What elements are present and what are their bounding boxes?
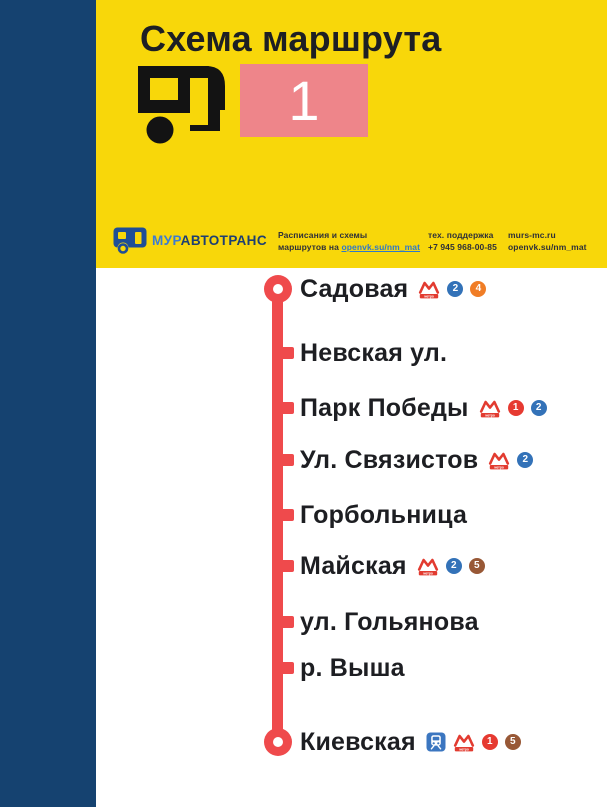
- page-title: Схема маршрута: [140, 18, 442, 59]
- stop-row: [300, 273, 486, 305]
- brand-name-accent: МУР: [152, 233, 181, 248]
- stop-tick: [281, 509, 294, 521]
- metro-icon: [479, 399, 501, 418]
- stop-name: Парк Победы: [300, 393, 469, 422]
- metro-icon: [453, 733, 475, 752]
- stop-tick: [281, 402, 294, 414]
- metro-line-badge: 2: [517, 452, 533, 468]
- bus-icon: [138, 60, 226, 144]
- stop-row: [300, 337, 450, 369]
- schedules-line1: Расписания и схемы: [278, 230, 368, 240]
- stop-row: [300, 550, 485, 582]
- svg-text:метро: метро: [422, 570, 433, 575]
- terminal-marker: [264, 275, 292, 303]
- stop-name: ул. Гольянова: [300, 607, 479, 636]
- stop-name: Горбольница: [300, 500, 468, 529]
- brand-name-rest: АВТОТРАНС: [180, 233, 267, 248]
- stop-row: [300, 606, 482, 638]
- stop-row: [300, 444, 533, 476]
- stop-row: [300, 652, 408, 684]
- suburban-rail-icon: [426, 732, 446, 752]
- terminal-marker: [264, 728, 292, 756]
- site-url-1: murs-mc.ru: [508, 230, 556, 240]
- stop-name: Ул. Связистов: [300, 445, 479, 474]
- support-phone: +7 945 968-00-85: [428, 242, 497, 252]
- stop-name: Майская: [300, 551, 407, 580]
- terminal-marker-hole: [273, 284, 283, 294]
- metro-line-badge: 4: [470, 281, 486, 297]
- schedules-line2-prefix: маршрутов на: [278, 242, 342, 252]
- left-accent-bar: [0, 0, 96, 807]
- route-number: 1: [288, 68, 320, 132]
- site-url-2: openvk.su/nm_mat: [508, 242, 587, 252]
- terminal-marker-hole: [273, 737, 283, 747]
- stop-tick: [281, 454, 294, 466]
- stop-tick: [281, 347, 294, 359]
- stop-tick: [281, 662, 294, 674]
- metro-line-badge: 2: [446, 558, 462, 574]
- schedules-info: [278, 229, 420, 253]
- header: [96, 0, 607, 268]
- metro-icon: [417, 557, 439, 576]
- stop-name: р. Выша: [300, 653, 405, 682]
- metro-line-badge: 1: [508, 400, 524, 416]
- metro-line-badge: 5: [505, 734, 521, 750]
- svg-text:метро: метро: [484, 412, 495, 417]
- schedules-line2: [278, 241, 420, 253]
- route-number-badge: [240, 64, 368, 137]
- metro-line-badge: 5: [469, 558, 485, 574]
- brand-bus-icon: [113, 227, 147, 254]
- support-label: тех. поддержка: [428, 230, 494, 240]
- metro-line-badge: 2: [447, 281, 463, 297]
- stop-row: [300, 726, 521, 758]
- support-info: [428, 229, 497, 253]
- stop-tick: [281, 560, 294, 572]
- brand-name: [152, 233, 267, 248]
- metro-icon: [418, 280, 440, 299]
- stop-name: Киевская: [300, 727, 416, 756]
- metro-line-badge: 1: [482, 734, 498, 750]
- stop-name: Садовая: [300, 274, 409, 303]
- metro-line-badge: 2: [531, 400, 547, 416]
- svg-text:метро: метро: [494, 464, 505, 469]
- stop-row: [300, 499, 470, 531]
- svg-text:метро: метро: [424, 293, 435, 298]
- svg-text:метро: метро: [459, 746, 469, 751]
- stop-name: Невская ул.: [300, 338, 448, 367]
- stop-row: [300, 392, 547, 424]
- stop-tick: [281, 616, 294, 628]
- sites-info: [508, 229, 587, 253]
- schedules-link[interactable]: openvk.su/nm_mat: [341, 242, 421, 252]
- metro-icon: [488, 451, 510, 470]
